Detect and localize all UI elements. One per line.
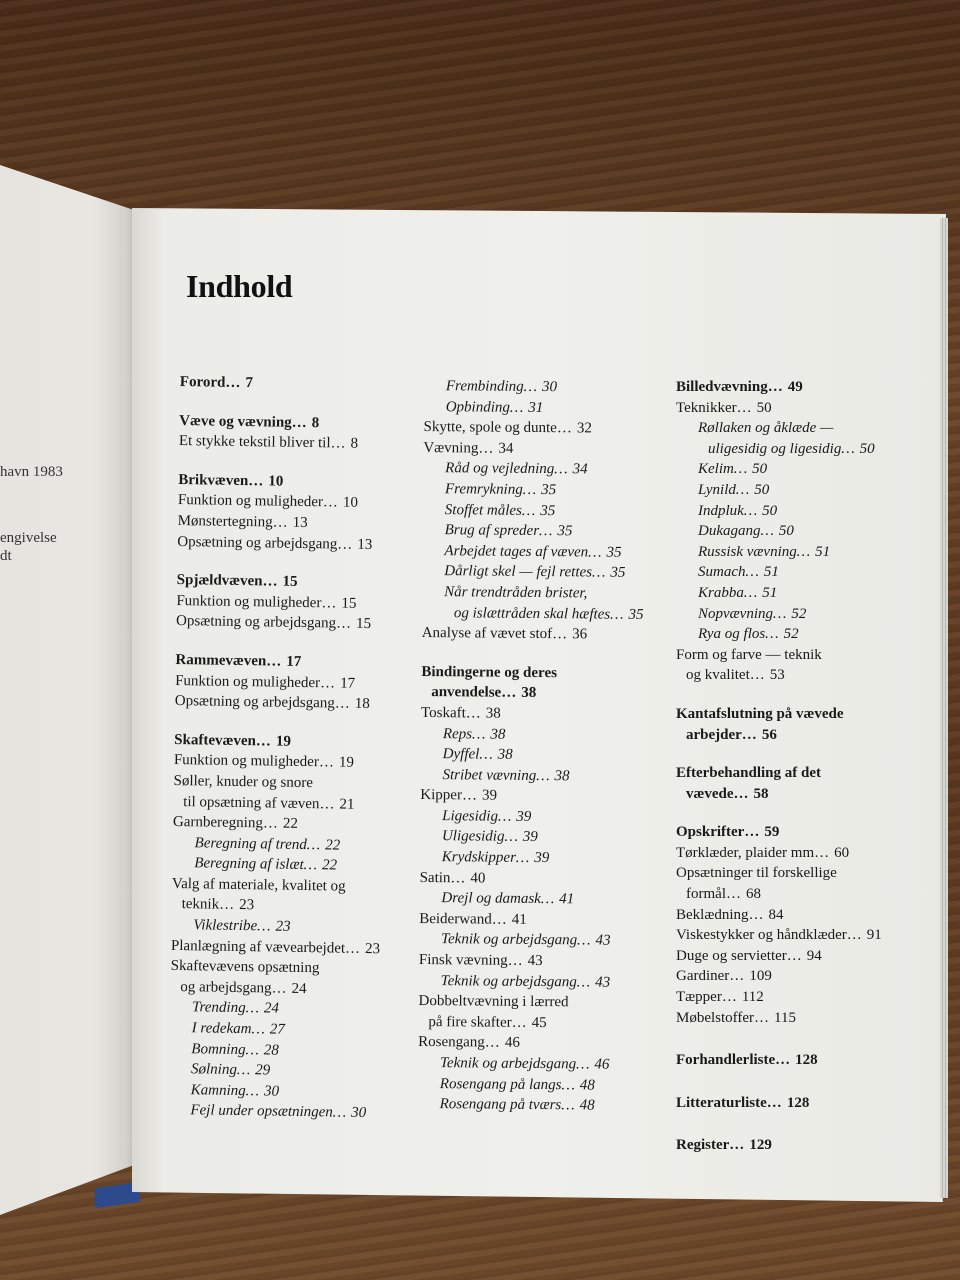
toc-entry (419, 929, 641, 952)
toc-entry-title-continued: og kvalitet… (686, 667, 765, 684)
toc-page-number: 39 (522, 829, 538, 846)
toc-entry-continuation (698, 439, 882, 460)
toc-entry-continuation (418, 1012, 640, 1035)
toc-entry (423, 458, 645, 481)
toc-entry-title: Stribet vævning… (442, 766, 550, 784)
toc-entry-title: Trending… (191, 999, 260, 1017)
toc-entry-continuation (676, 784, 882, 805)
toc-page-number: 24 (263, 1000, 280, 1018)
toc-page-number: 56 (761, 726, 777, 743)
toc-entry (423, 520, 645, 543)
toc-entry-title: Russisk vævning… (698, 543, 811, 560)
toc-entry (424, 397, 646, 420)
toc-entry-title: Beregning af islæt… (194, 855, 318, 874)
toc-section-heading (676, 1135, 882, 1156)
toc-entry-title: Opskrifter… (676, 824, 760, 841)
toc-entry (676, 925, 882, 946)
toc-entry-title: Valg af materiale, kvalitet og (171, 875, 346, 895)
toc-page-number: 23 (364, 940, 381, 957)
toc-entry-title: Forhandlerliste… (676, 1052, 791, 1069)
toc-entry (171, 874, 381, 918)
toc-page-number: 15 (341, 595, 357, 612)
toc-page-number: 38 (497, 746, 513, 763)
toc-entry-title-continued: og islættråden skal hæftes… (453, 604, 624, 623)
toc-entry-title: Skaftevæven… (174, 731, 272, 750)
toc-page-number: 31 (528, 399, 544, 416)
toc-page-number: 13 (357, 536, 373, 553)
toc-entry (676, 542, 882, 563)
toc-entry (422, 561, 644, 584)
toc-entry-title: Rosengang… (418, 1034, 500, 1052)
toc-page-number: 35 (557, 523, 573, 540)
toc-entry (676, 604, 882, 625)
toc-entry (676, 501, 882, 522)
toc-entry (676, 966, 882, 987)
toc-entry (419, 888, 641, 911)
toc-entry (177, 511, 386, 535)
toc-entry-title: Opsætning og arbejdsgang… (175, 613, 352, 633)
toc-entry-title: Sumach… (698, 564, 759, 581)
toc-entry-title: Opbinding… (445, 398, 524, 416)
toc-entry-title: Rosengang på tværs… (439, 1096, 575, 1114)
toc-entry-title: Beklædning… (676, 906, 764, 923)
toc-entry-title: Kantafslutning på vævede (676, 705, 844, 722)
toc-entry-title-continued: teknik… (181, 896, 235, 914)
toc-page-number: 32 (576, 420, 592, 437)
toc-entry (676, 843, 882, 864)
toc-section-heading (175, 650, 384, 674)
toc-entry-title: Teknikker… (676, 399, 752, 416)
toc-page-number: 91 (866, 927, 882, 944)
toc-entry-title: Krabba… (698, 584, 758, 601)
toc-page-number: 19 (338, 754, 355, 772)
toc-entry (420, 765, 642, 788)
toc-entry (420, 806, 642, 829)
toc-entry-title: Opsætninger til forskellige (676, 865, 837, 882)
toc-entry (419, 950, 641, 973)
left-page (0, 165, 134, 1215)
toc-page-number: 38 (485, 705, 501, 722)
toc-entry-continuation (676, 665, 882, 686)
toc-entry-title: Satin… (419, 869, 466, 887)
toc-entry-title: Røllaken og åklæde — (698, 420, 834, 437)
toc-entry-title: Efterbehandling af det (676, 765, 822, 782)
toc-entry-title: Råd og vejledning… (445, 460, 568, 478)
toc-entry-title: Uligesidig… (441, 828, 518, 846)
toc-page-number: 15 (282, 573, 298, 591)
toc-page-number: 129 (749, 1137, 772, 1154)
toc-entry (420, 847, 642, 870)
toc-entry (419, 909, 641, 932)
toc-section-heading (676, 1093, 882, 1114)
toc-page-number: 59 (764, 824, 780, 841)
toc-entry-title: Nopvævning… (698, 605, 787, 622)
toc-entry-title: Kipper… (420, 787, 478, 804)
toc-page-number: 21 (339, 796, 355, 813)
toc-page-number: 50 (762, 502, 778, 519)
toc-page-number: 35 (541, 481, 557, 499)
toc-entry (676, 583, 882, 604)
toc-entry-title: Funktion og muligheder… (173, 752, 335, 771)
toc-page-number: 50 (756, 399, 772, 416)
toc-page-number: 27 (269, 1021, 285, 1038)
toc-entry (422, 582, 644, 625)
toc-entry-title: Reps… (442, 725, 486, 743)
toc-page-number: 38 (554, 767, 570, 784)
toc-page-number: 53 (769, 667, 785, 684)
toc-entry (676, 624, 882, 645)
toc-entry (421, 723, 643, 746)
toc-page-number: 35 (628, 606, 644, 623)
toc-page-number: 68 (745, 886, 761, 903)
toc-entry (676, 521, 882, 542)
toc-page-number: 34 (498, 440, 514, 457)
toc-entry-title: Dyffel… (442, 746, 493, 763)
toc-page-number: 41 (511, 911, 527, 928)
toc-entry (676, 418, 882, 459)
toc-entry-title: Frembinding… (445, 378, 538, 395)
toc-page-number: 51 (762, 584, 778, 601)
toc-page-number: 23 (275, 918, 291, 935)
toc-page-number: 50 (778, 523, 794, 540)
toc-page-number: 18 (354, 695, 370, 713)
toc-entry (676, 1008, 882, 1029)
toc-entry-title: Duge og servietter… (676, 947, 802, 964)
toc-entry-title: Lynild… (698, 481, 750, 498)
toc-entry-title-continued: og arbejdsgang… (180, 978, 287, 997)
toc-page-number: 50 (859, 440, 875, 457)
toc-page-number: 115 (774, 1009, 796, 1026)
toc-page-number: 34 (572, 461, 588, 478)
toc-page-number: 39 (516, 808, 532, 825)
toc-entry (423, 479, 645, 502)
toc-page-number: 109 (749, 968, 772, 985)
toc-entry-title: Analyse af vævet stof… (421, 625, 568, 643)
toc-page-number: 23 (239, 897, 255, 914)
toc-entry-title: Toskaft… (420, 704, 481, 722)
toc-entry (676, 562, 882, 583)
toc-entry-title: Funktion og muligheder… (175, 672, 336, 692)
toc-page-number: 43 (527, 952, 543, 970)
toc-page-number: 36 (572, 626, 588, 643)
toc-entry-title: Viskestykker og håndklæder… (676, 927, 862, 944)
toc-entry-title: Billedvævning… (676, 379, 783, 395)
toc-section-heading (676, 377, 882, 398)
toc-page-number: 94 (806, 947, 822, 964)
toc-section-heading (180, 372, 389, 396)
toc-entry-continuation (421, 682, 643, 705)
toc-entry-title: Teknik og arbejdsgang… (440, 972, 591, 991)
toc-entry (420, 826, 642, 849)
left-page-text: dt (0, 548, 12, 564)
toc-entry-title: Indpluk… (698, 502, 758, 519)
toc-entry-title-continued: arbejder… (686, 726, 757, 743)
toc-page-number: 52 (791, 605, 807, 622)
toc-page-number: 128 (795, 1052, 818, 1069)
toc-entry (421, 744, 643, 767)
toc-page-number: 35 (540, 502, 556, 519)
toc-entry-title: Form og farve — teknik (676, 646, 822, 663)
toc-entry-title: Dukagang… (698, 523, 774, 540)
page-edges (940, 218, 948, 1198)
toc-section-heading (676, 704, 882, 745)
toc-entry-title: Når trendtråden brister, (444, 584, 588, 602)
toc-entry (676, 480, 882, 501)
toc-entry-title: Finsk vævning… (418, 952, 523, 969)
toc-entry-title: Arbejdet tages af væven… (444, 542, 602, 561)
toc-entry (676, 863, 882, 904)
toc-page-number: 8 (311, 414, 320, 431)
toc-entry (676, 905, 882, 926)
toc-page-number: 19 (275, 733, 292, 750)
toc-entry-title: Kelim… (698, 461, 748, 478)
toc-page-number: 35 (610, 564, 626, 582)
toc-page-number: 15 (355, 616, 372, 633)
toc-entry (170, 956, 380, 1000)
toc-page-number: 43 (595, 932, 611, 950)
toc-entry-title: Dårligt skel — fejl rettes… (444, 563, 606, 581)
toc-section-heading (421, 662, 643, 705)
toc-entry-title: Gardiner… (676, 968, 745, 985)
toc-column-1 (168, 372, 389, 1124)
toc-entry (676, 946, 882, 967)
toc-page-number: 50 (752, 461, 768, 478)
page-title: Indhold (186, 268, 293, 304)
toc-page-number: 30 (541, 379, 558, 396)
toc-entry (676, 987, 882, 1008)
toc-entry (418, 1074, 640, 1097)
toc-section-heading (676, 1050, 882, 1071)
left-page-text: havn 1983 (0, 464, 63, 480)
toc-entry-title: Forord… (179, 373, 241, 391)
toc-entry-title: Register… (676, 1137, 745, 1154)
toc-entry (177, 532, 386, 556)
toc-entry-title: Søller, knuder og snore (173, 772, 314, 792)
toc-entry (418, 991, 640, 1034)
toc-page-number: 10 (268, 473, 284, 490)
toc-entry-title: Skytte, spole og dunte… (423, 419, 572, 437)
toc-page-number: 46 (594, 1056, 610, 1073)
toc-entry-title: Sølning… (190, 1061, 251, 1079)
toc-entry (676, 459, 882, 480)
toc-entry-continuation (676, 725, 882, 746)
toc-entry (423, 438, 645, 461)
toc-entry (179, 431, 388, 455)
toc-entry (171, 915, 380, 939)
toc-page-number: 28 (263, 1042, 279, 1059)
toc-entry (418, 1094, 640, 1117)
toc-entry-title: Fejl under opsætningen… (190, 1102, 347, 1122)
toc-page-number: 29 (255, 1062, 271, 1079)
toc-page-number: 45 (531, 1014, 547, 1031)
toc-page-number: 30 (351, 1105, 367, 1122)
toc-entry (175, 691, 384, 715)
toc-entry-title: Møbelstoffer… (676, 1009, 770, 1026)
toc-entry-continuation (676, 884, 882, 905)
toc-entry (173, 812, 382, 836)
toc-entry (418, 1053, 640, 1076)
toc-entry-title: Rammevæven… (175, 651, 282, 670)
toc-entry-title-continued: anvendelse… (431, 684, 517, 702)
toc-page-number: 38 (521, 685, 537, 702)
toc-entry-title: Beiderwand… (419, 910, 507, 928)
toc-entry (170, 1018, 379, 1042)
toc-page-number: 35 (606, 544, 622, 561)
toc-entry-title: Kamning… (190, 1082, 260, 1100)
toc-entry-title: Funktion og muligheder… (176, 592, 337, 612)
toc-page-number: 43 (595, 974, 611, 991)
toc-entry-title: Brikvæven… (178, 471, 264, 490)
toc-entry (421, 703, 643, 726)
toc-page-number: 46 (504, 1035, 520, 1052)
toc-entry-title: Garnberegning… (172, 814, 279, 832)
toc-entry-title: Bomning… (191, 1040, 259, 1058)
toc-entry-title-continued: på fire skafter… (428, 1013, 527, 1031)
toc-entry-title: Spjældvæven… (176, 572, 278, 590)
toc-page-number: 128 (786, 1094, 810, 1111)
toc-page-number: 51 (763, 564, 779, 581)
toc-section-heading (676, 822, 882, 843)
toc-section-heading (177, 570, 386, 594)
toc-entry-title: Tørklæder, plaider mm… (676, 844, 830, 861)
toc-page-number: 38 (490, 726, 506, 743)
toc-entry-title: Opsætning og arbejdsgang… (177, 533, 353, 553)
toc-page-number: 8 (350, 435, 359, 452)
toc-entry-title: Skaftevævens opsætning (170, 958, 320, 977)
toc-page-number: 39 (481, 787, 498, 804)
toc-page-number: 51 (815, 543, 831, 560)
toc-entry (424, 376, 646, 399)
toc-page-number: 10 (342, 494, 359, 512)
toc-page-number: 24 (291, 980, 307, 997)
toc-page-number: 17 (340, 675, 356, 692)
toc-page-number: 41 (559, 891, 575, 908)
toc-entry (420, 868, 642, 891)
toc-entry (176, 611, 385, 635)
toc-page-number: 22 (325, 837, 341, 854)
toc-entry-title-continued: til opsætning af væven… (183, 793, 335, 812)
toc-page-number: 84 (768, 906, 784, 923)
toc-entry-title: Krydskipper… (441, 849, 530, 866)
toc-entry (168, 1100, 377, 1124)
toc-page-number: 112 (741, 989, 764, 1006)
toc-entry (423, 417, 645, 440)
toc-entry (418, 1032, 640, 1055)
toc-page-number: 22 (282, 815, 299, 833)
toc-page-number: 13 (292, 514, 308, 531)
toc-entry-title: Tæpper… (676, 989, 737, 1006)
toc-entry (676, 398, 882, 419)
toc-entry-title: Rosengang på langs… (439, 1075, 575, 1093)
toc-page-number: 30 (263, 1083, 280, 1100)
toc-page-number: 40 (470, 870, 486, 887)
toc-entry-title: Mønstertegning… (177, 512, 288, 531)
toc-entry-title: Teknik og arbejdsgang… (439, 1055, 590, 1073)
toc-page-number: 48 (579, 1076, 595, 1094)
toc-entry-title: Brug af spreder… (444, 522, 553, 540)
toc-entry (173, 771, 383, 815)
toc-entry (676, 645, 882, 686)
toc-column-3 (676, 377, 882, 1156)
toc-entry-title: Stoffet måles… (444, 501, 536, 519)
toc-page-number: 17 (286, 653, 302, 670)
toc-entry-title: Funktion og muligheder… (177, 492, 339, 511)
toc-section-heading (676, 763, 882, 804)
toc-page-number: 22 (321, 857, 338, 874)
left-page-text: engivelse (0, 530, 57, 546)
toc-entry-title: Fremrykning… (444, 481, 537, 498)
toc-entry (422, 541, 644, 564)
toc-entry-title: Planlægning af vævearbejdet… (170, 937, 361, 957)
toc-entry-title: Dobbeltvævning i lærred (418, 993, 569, 1011)
toc-entry-title: Vævning… (423, 439, 494, 457)
toc-page-number: 52 (783, 626, 799, 643)
toc-page-number: 48 (579, 1097, 595, 1114)
toc-entry-title: Bindingerne og deres (421, 663, 558, 681)
toc-page-number: 39 (534, 850, 550, 867)
toc-entry-title: Et stykke tekstil bliver til… (178, 433, 346, 452)
toc-entry-title: Rya og flos… (698, 626, 779, 643)
toc-entry-title: Ligesidig… (442, 808, 512, 825)
toc-entry (422, 623, 644, 646)
toc-page-number: 7 (245, 375, 254, 392)
toc-page-number: 49 (787, 379, 803, 395)
toc-entry-title: Opsætning og arbejdsgang… (174, 693, 350, 712)
toc-entry-title: Væve og vævning… (179, 412, 307, 431)
toc-entry-title-continued: vævede… (686, 785, 749, 802)
toc-entry-continuation (444, 603, 644, 625)
toc-page-number: 50 (754, 481, 770, 498)
toc-page-number: 58 (753, 785, 769, 802)
toc-entry-title-continued: uligesidig og ligesidig… (708, 440, 855, 457)
toc-entry (419, 971, 641, 994)
toc-entry (423, 500, 645, 523)
toc-page-number: 60 (834, 844, 850, 861)
toc-entry-title: Teknik og arbejdsgang… (441, 931, 591, 949)
toc-column-2 (418, 376, 646, 1117)
toc-entry-title: Beregning af trend… (194, 834, 321, 853)
toc-entry-title: Viklestribe… (193, 917, 271, 935)
toc-entry-title: I redekam… (191, 1020, 265, 1038)
toc-entry-title: Litteraturliste… (676, 1094, 782, 1111)
toc-entry (420, 785, 642, 808)
toc-entry-title-continued: formål… (686, 886, 741, 903)
toc-entry-title: Drejl og damask… (441, 890, 555, 908)
